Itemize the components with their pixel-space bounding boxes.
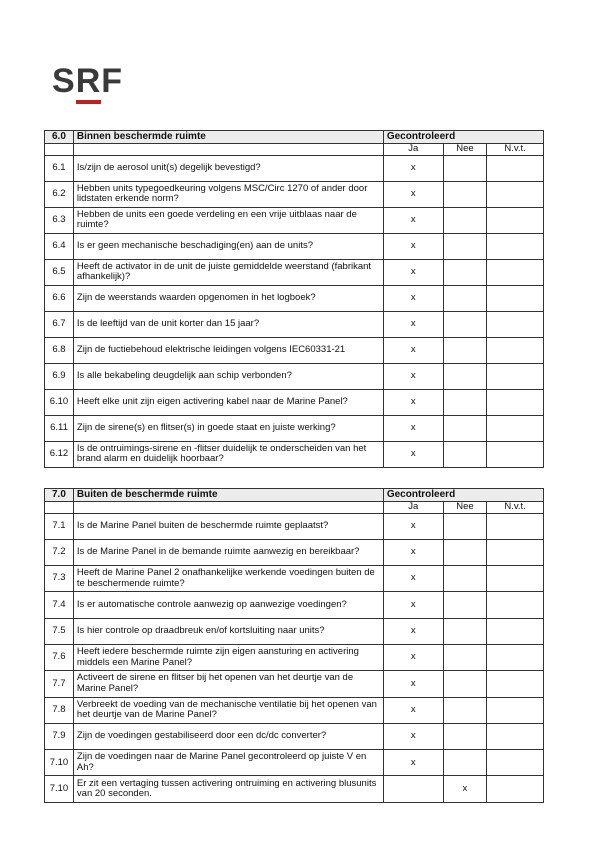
section-7-number: 7.0 (45, 489, 74, 502)
col-nvt-header: N.v.t. (487, 502, 544, 514)
row-number: 7.10 (45, 750, 74, 776)
row-ja-mark: x (383, 337, 443, 363)
section-6-table (44, 130, 544, 468)
row-nee-mark (443, 181, 486, 207)
section-6-title: Binnen beschermde ruimte (73, 131, 383, 144)
empty-cell (73, 144, 383, 156)
row-nvt-mark (487, 363, 544, 389)
checklist-row (45, 697, 544, 723)
row-question: Er zit een vertaging tussen activering ontruiming en activering blusunits van 20 seconden. (73, 776, 383, 802)
checklist-row (45, 750, 544, 776)
row-number: 6.2 (45, 181, 74, 207)
row-ja-mark: x (383, 389, 443, 415)
checklist-row (45, 539, 544, 565)
row-nee-mark (443, 644, 486, 670)
row-number: 7.10 (45, 776, 74, 802)
section-6-checked-label: Gecontroleerd (383, 131, 543, 144)
row-question: Is de ontruimings-sirene en -flitser duidelijk te onderscheiden van het brand alarm en duidelijk hoorbaar? (73, 441, 383, 467)
row-question: Zijn de voedingen gestabiliseerd door een dc/dc converter? (73, 723, 383, 749)
row-nee-mark (443, 592, 486, 618)
row-ja-mark: x (383, 311, 443, 337)
row-question: Heeft de activator in de unit de juiste gemiddelde weerstand (fabrikant afhankelijk)? (73, 259, 383, 285)
row-number: 7.2 (45, 539, 74, 565)
checklist-row (45, 776, 544, 802)
row-nee-mark (443, 750, 486, 776)
col-nee-header: Nee (443, 144, 486, 156)
checklist-row (45, 723, 544, 749)
row-number: 7.5 (45, 618, 74, 644)
section-6-number: 6.0 (45, 131, 74, 144)
row-nee-mark (443, 207, 486, 233)
row-number: 6.12 (45, 441, 74, 467)
row-ja-mark: x (383, 233, 443, 259)
checklist-row (45, 207, 544, 233)
row-question: Hebben de units een goede verdeling en een vrije uitblaas naar de ruimte? (73, 207, 383, 233)
row-nvt-mark (487, 337, 544, 363)
row-number: 6.11 (45, 415, 74, 441)
row-nvt-mark (487, 644, 544, 670)
row-question: Is hier controle op draadbreuk en/of kortsluiting naar units? (73, 618, 383, 644)
row-nee-mark (443, 723, 486, 749)
row-ja-mark: x (383, 207, 443, 233)
checklist-row (45, 155, 544, 181)
col-ja-header: Ja (383, 144, 443, 156)
row-question: Is/zijn de aerosol unit(s) degelijk bevestigd? (73, 155, 383, 181)
section-7-table (44, 488, 544, 803)
row-nvt-mark (487, 259, 544, 285)
section-7-title: Buiten de beschermde ruimte (73, 489, 383, 502)
row-nvt-mark (487, 285, 544, 311)
checklist-row (45, 233, 544, 259)
section-7-checked-label: Gecontroleerd (383, 489, 543, 502)
row-question: Is de leeftijd van de unit korter dan 15 jaar? (73, 311, 383, 337)
logo-letter-s: S (52, 62, 76, 100)
row-number: 7.8 (45, 697, 74, 723)
row-nvt-mark (487, 233, 544, 259)
row-question: Heeft de Marine Panel 2 onafhankelijke werkende voedingen buiten de te beschermende ruimte? (73, 566, 383, 592)
row-number: 6.8 (45, 337, 74, 363)
row-number: 6.9 (45, 363, 74, 389)
row-nvt-mark (487, 441, 544, 467)
row-nee-mark (443, 363, 486, 389)
row-nvt-mark (487, 566, 544, 592)
row-question: Is de Marine Panel buiten de beschermde ruimte geplaatst? (73, 513, 383, 539)
row-ja-mark: x (383, 415, 443, 441)
row-question: Zijn de weerstands waarden opgenomen in het logboek? (73, 285, 383, 311)
row-question: Hebben units typegoedkeuring volgens MSC/Circ 1270 of ander door lidstaten erkende norm? (73, 181, 383, 207)
row-ja-mark: x (383, 697, 443, 723)
section-7-column-header-row (45, 502, 544, 514)
row-nee-mark (443, 618, 486, 644)
row-ja-mark: x (383, 441, 443, 467)
checklist-row (45, 337, 544, 363)
row-question: Is alle bekabeling deugdelijk aan schip verbonden? (73, 363, 383, 389)
row-question: Is er automatische controle aanwezig op aanwezige voedingen? (73, 592, 383, 618)
checklist-row (45, 311, 544, 337)
row-number: 7.1 (45, 513, 74, 539)
row-nee-mark (443, 311, 486, 337)
checklist-row (45, 566, 544, 592)
row-nvt-mark (487, 539, 544, 565)
row-question: Verbreekt de voeding van de mechanische ventilatie bij het openen van het deurtje van de Marine Panel? (73, 697, 383, 723)
logo-letter-r: R (76, 62, 102, 104)
row-nvt-mark (487, 207, 544, 233)
empty-cell (45, 502, 74, 514)
row-nvt-mark (487, 155, 544, 181)
row-number: 7.4 (45, 592, 74, 618)
row-nvt-mark (487, 697, 544, 723)
checklist-row (45, 513, 544, 539)
checklist-row (45, 415, 544, 441)
row-question: Activeert de sirene en flitser bij het openen van het deurtje van de Marine Panel? (73, 671, 383, 697)
row-nvt-mark (487, 723, 544, 749)
row-nvt-mark (487, 389, 544, 415)
empty-cell (45, 144, 74, 156)
row-nee-mark (443, 259, 486, 285)
row-nvt-mark (487, 415, 544, 441)
row-question: Zijn de voedingen naar de Marine Panel gecontroleerd op juiste V en Ah? (73, 750, 383, 776)
section-6-column-header-row (45, 144, 544, 156)
row-nee-mark (443, 513, 486, 539)
col-nee-header: Nee (443, 502, 486, 514)
row-number: 6.5 (45, 259, 74, 285)
row-ja-mark: x (383, 723, 443, 749)
col-ja-header: Ja (383, 502, 443, 514)
row-nvt-mark (487, 750, 544, 776)
row-nvt-mark (487, 776, 544, 802)
srf-logo (52, 62, 123, 101)
row-ja-mark: x (383, 363, 443, 389)
checklist-row (45, 389, 544, 415)
row-ja-mark: x (383, 566, 443, 592)
checklist-row (45, 644, 544, 670)
row-nvt-mark (487, 592, 544, 618)
row-ja-mark (383, 776, 443, 802)
row-ja-mark: x (383, 618, 443, 644)
row-nee-mark (443, 697, 486, 723)
row-question: Is de Marine Panel in de bemande ruimte aanwezig en bereikbaar? (73, 539, 383, 565)
col-nvt-header: N.v.t. (487, 144, 544, 156)
row-ja-mark: x (383, 671, 443, 697)
checklist-row (45, 671, 544, 697)
row-number: 6.7 (45, 311, 74, 337)
row-nee-mark (443, 337, 486, 363)
row-nee-mark (443, 285, 486, 311)
row-nee-mark (443, 441, 486, 467)
row-nee-mark (443, 539, 486, 565)
row-nvt-mark (487, 181, 544, 207)
row-number: 6.4 (45, 233, 74, 259)
checklist-row (45, 363, 544, 389)
row-ja-mark: x (383, 259, 443, 285)
logo-letter-f: F (101, 62, 124, 100)
row-nee-mark (443, 389, 486, 415)
row-number: 6.10 (45, 389, 74, 415)
section-7-header-row (45, 489, 544, 502)
checklist-row (45, 592, 544, 618)
checklist-row (45, 441, 544, 467)
row-ja-mark: x (383, 750, 443, 776)
section-6-header-row (45, 131, 544, 144)
row-nvt-mark (487, 513, 544, 539)
row-question: Heeft iedere beschermde ruimte zijn eigen aansturing en activering middels een Marine Panel? (73, 644, 383, 670)
row-question: Heeft elke unit zijn eigen activering kabel naar de Marine Panel? (73, 389, 383, 415)
row-number: 7.3 (45, 566, 74, 592)
row-nee-mark (443, 233, 486, 259)
row-number: 6.6 (45, 285, 74, 311)
row-nvt-mark (487, 671, 544, 697)
row-ja-mark: x (383, 181, 443, 207)
row-number: 7.9 (45, 723, 74, 749)
row-nee-mark (443, 415, 486, 441)
row-nvt-mark (487, 618, 544, 644)
row-ja-mark: x (383, 592, 443, 618)
empty-cell (73, 502, 383, 514)
row-nee-mark: x (443, 776, 486, 802)
row-question: Zijn de fuctiebehoud elektrische leidingen volgens IEC60331-21 (73, 337, 383, 363)
row-ja-mark: x (383, 285, 443, 311)
row-number: 7.6 (45, 644, 74, 670)
checklist-row (45, 618, 544, 644)
row-ja-mark: x (383, 644, 443, 670)
row-nvt-mark (487, 311, 544, 337)
row-nee-mark (443, 566, 486, 592)
checklist-row (45, 181, 544, 207)
checklist-row (45, 259, 544, 285)
row-number: 7.7 (45, 671, 74, 697)
row-ja-mark: x (383, 539, 443, 565)
row-ja-mark: x (383, 513, 443, 539)
row-ja-mark: x (383, 155, 443, 181)
row-number: 6.3 (45, 207, 74, 233)
row-question: Zijn de sirene(s) en flitser(s) in goede staat en juiste werking? (73, 415, 383, 441)
row-nee-mark (443, 671, 486, 697)
row-nee-mark (443, 155, 486, 181)
checklist-row (45, 285, 544, 311)
row-number: 6.1 (45, 155, 74, 181)
row-question: Is er geen mechanische beschadiging(en) aan de units? (73, 233, 383, 259)
